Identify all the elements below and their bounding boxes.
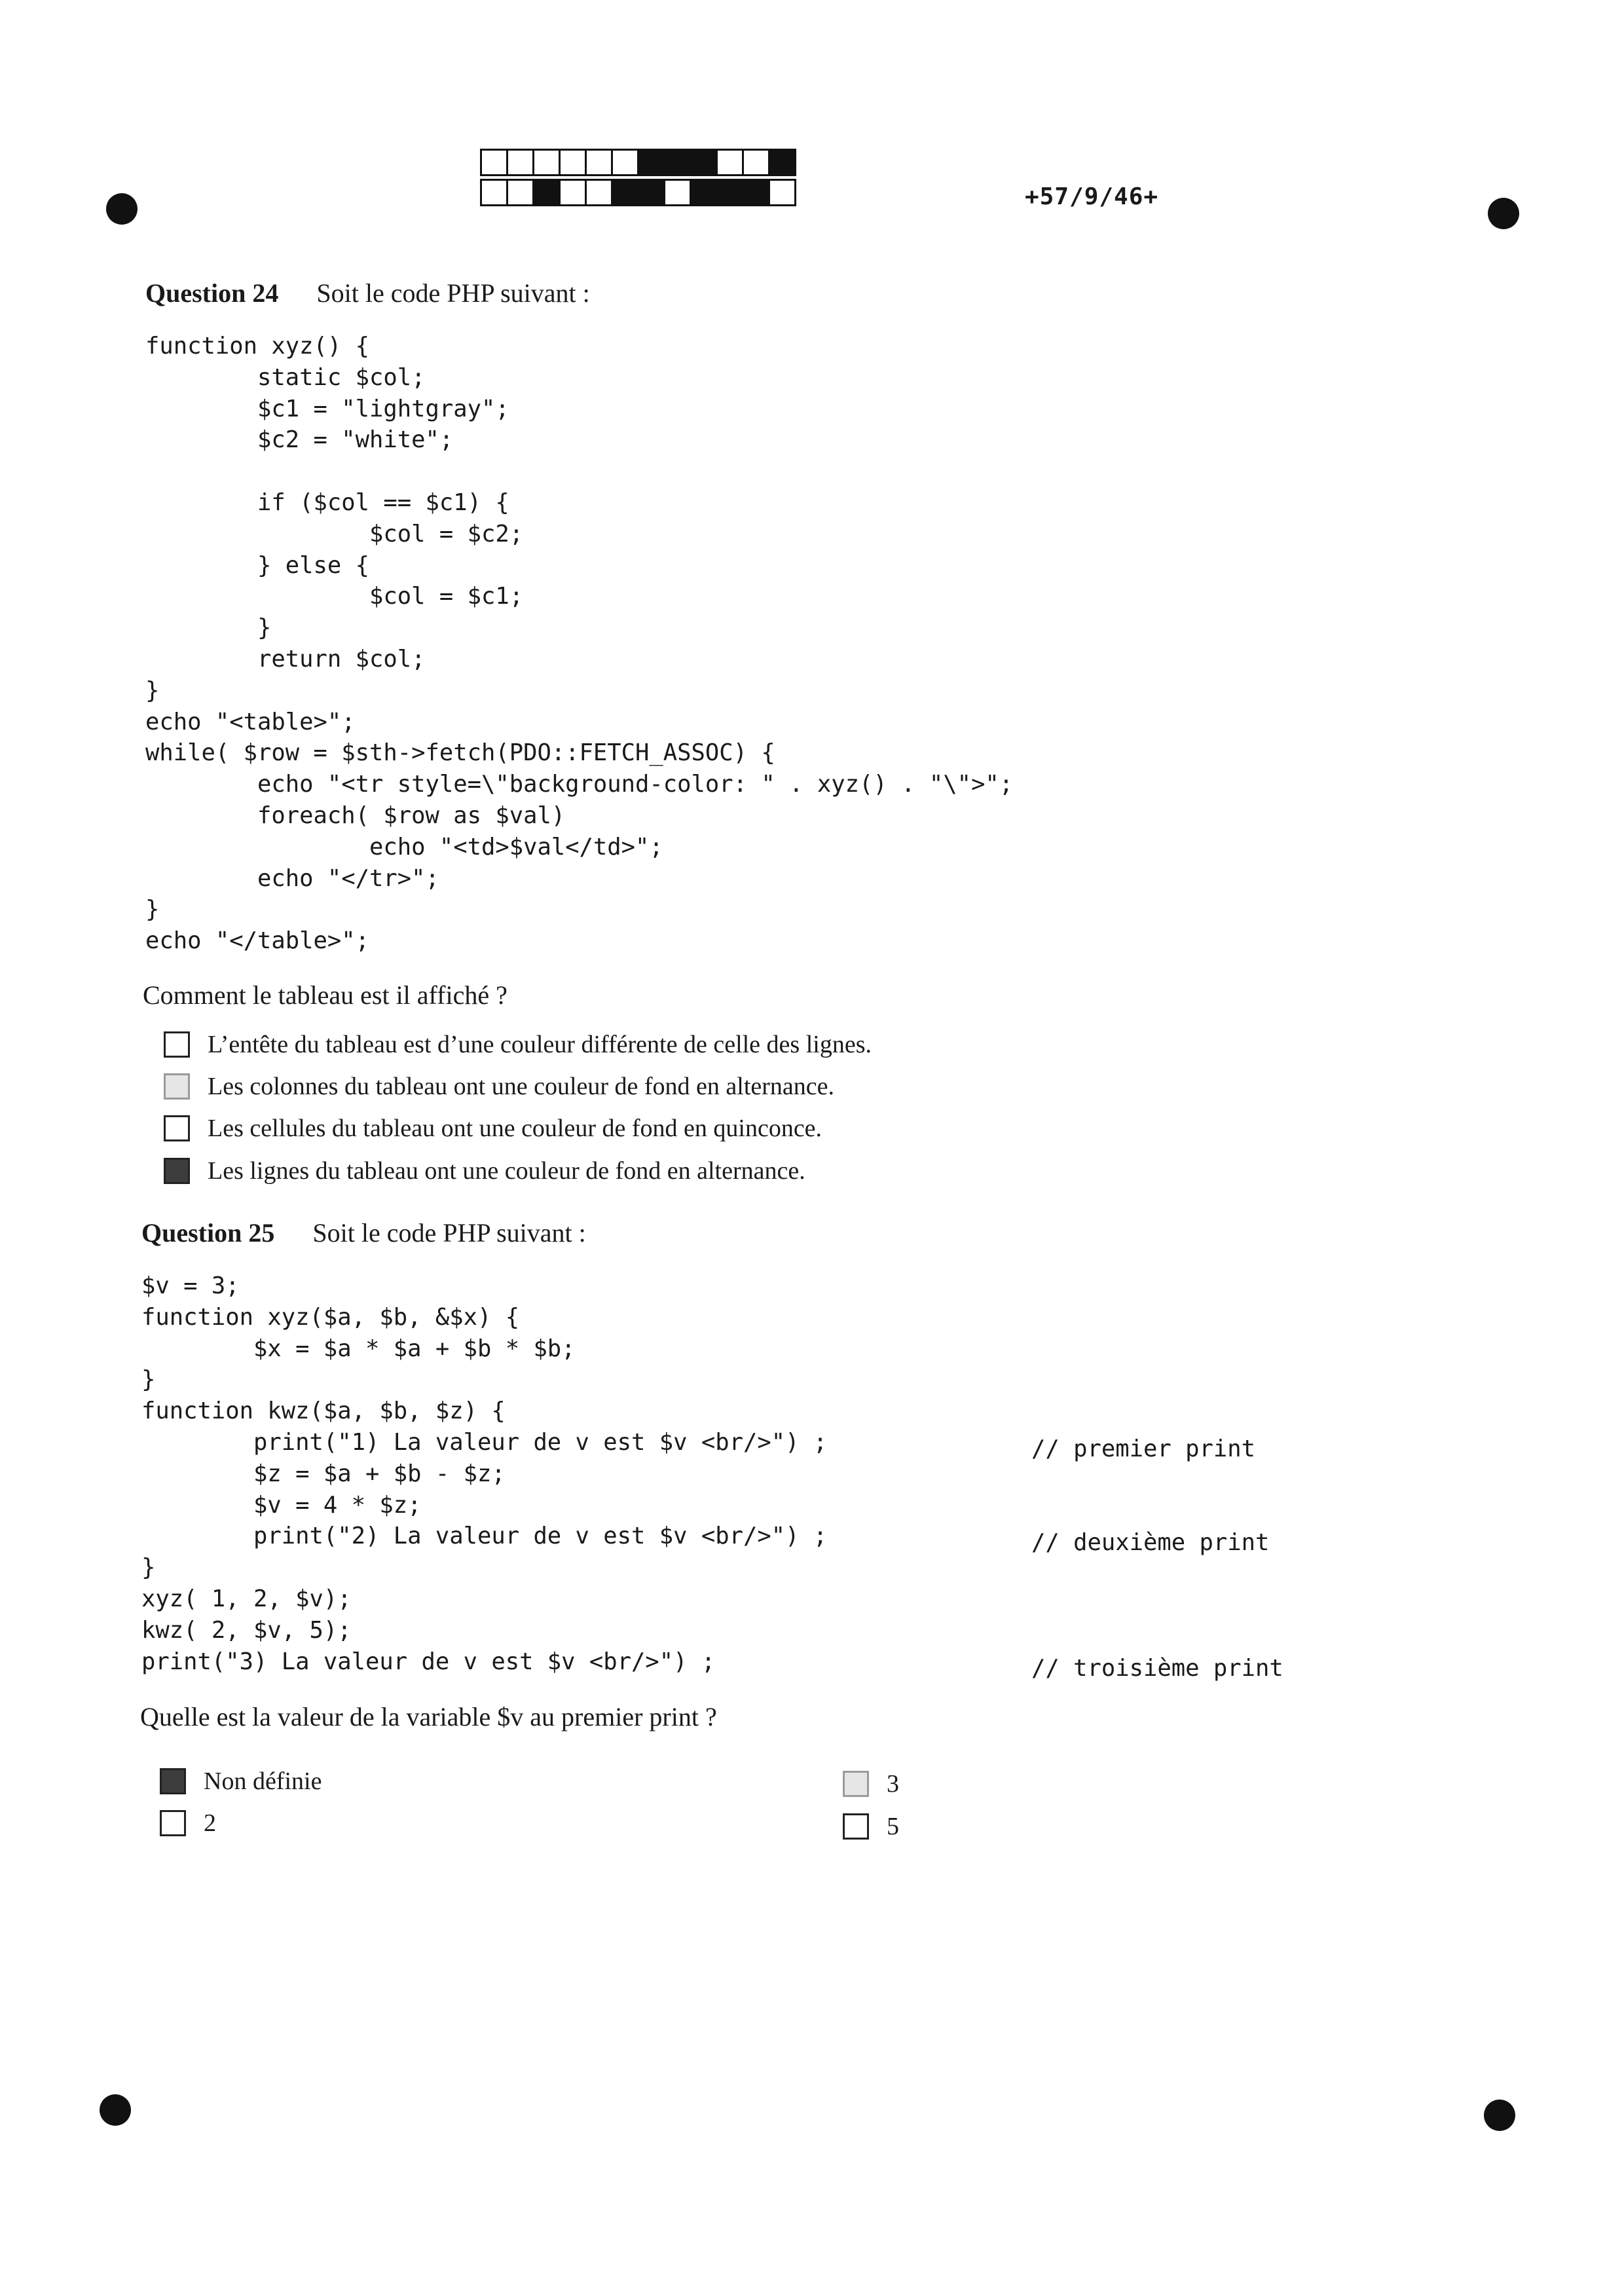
option-label: L’entête du tableau est d’une couleur différente de celle des lignes. bbox=[208, 1031, 872, 1058]
barcode-cell bbox=[716, 149, 744, 176]
question-25-option-2[interactable] bbox=[160, 1809, 216, 1838]
question-25-code: $v = 3; function xyz($a, $b, &$x) { $x = $a * $a + $b * $b; } function kwz($a, $b, $z) { print("1) La valeur de v est $v <br/>") ; $z = $a + $b - $z; $v = 4 * $z; print("2) La valeur de v est $v <br/>") ; } xyz( 1, 2, $v); kwz( 2, $v, 5); print("3) La valeur de v est $v <br/>") ; bbox=[141, 1272, 828, 1675]
question-24-option-4[interactable] bbox=[164, 1157, 805, 1185]
question-25-label: Question 25 bbox=[141, 1218, 275, 1248]
question-25-option-1[interactable] bbox=[160, 1767, 322, 1796]
question-25-intro: Soit le code PHP suivant : bbox=[312, 1218, 586, 1248]
comment-deuxieme-print: // deuxième print bbox=[1031, 1529, 1270, 1556]
barcode-cell bbox=[768, 149, 796, 176]
registration-mark-top-right bbox=[1488, 198, 1519, 229]
question-24-option-3[interactable] bbox=[164, 1114, 822, 1143]
checkbox[interactable] bbox=[164, 1073, 190, 1100]
comment-premier-print: // premier print bbox=[1031, 1435, 1255, 1462]
checkbox[interactable] bbox=[843, 1771, 869, 1797]
registration-mark-top-left bbox=[106, 193, 138, 225]
barcode-cell bbox=[663, 149, 692, 176]
barcode-bottom bbox=[480, 179, 794, 205]
option-label: Les cellules du tableau ont une couleur de fond en quinconce. bbox=[208, 1115, 822, 1142]
barcode-cell bbox=[480, 179, 508, 206]
question-24-intro: Soit le code PHP suivant : bbox=[316, 278, 590, 308]
checkbox[interactable] bbox=[164, 1115, 190, 1141]
barcode-cell bbox=[506, 149, 534, 176]
option-label: 2 bbox=[204, 1809, 216, 1837]
registration-mark-bottom-right bbox=[1484, 2100, 1515, 2131]
option-label: 3 bbox=[887, 1770, 899, 1798]
barcode-cell bbox=[559, 179, 587, 206]
question-24-option-2[interactable] bbox=[164, 1072, 834, 1101]
option-label: Non définie bbox=[204, 1768, 322, 1795]
question-25-title bbox=[141, 1217, 586, 1248]
question-24-option-1[interactable] bbox=[164, 1030, 872, 1059]
question-24-label: Question 24 bbox=[145, 278, 279, 308]
barcode-cell bbox=[532, 149, 561, 176]
barcode-cell bbox=[768, 179, 796, 206]
barcode-cell bbox=[690, 149, 718, 176]
barcode-cell bbox=[637, 179, 665, 206]
registration-mark-bottom-left bbox=[100, 2094, 131, 2126]
barcode-cell bbox=[585, 149, 613, 176]
barcode-cell bbox=[637, 149, 665, 176]
checkbox[interactable] bbox=[160, 1810, 186, 1836]
comment-troisieme-print: // troisième print bbox=[1031, 1655, 1283, 1682]
question-25-prompt: Quelle est la valeur de la variable $v au premier print ? bbox=[140, 1702, 717, 1731]
checkbox[interactable] bbox=[843, 1813, 869, 1840]
checkbox[interactable] bbox=[160, 1768, 186, 1794]
option-label: 5 bbox=[887, 1813, 899, 1840]
barcode-cell bbox=[716, 179, 744, 206]
barcode-cell bbox=[663, 179, 692, 206]
barcode-cell bbox=[559, 149, 587, 176]
question-25-option-4[interactable] bbox=[843, 1812, 899, 1841]
barcode-cell bbox=[611, 179, 639, 206]
option-label: Les lignes du tableau ont une couleur de fond en alternance. bbox=[208, 1157, 805, 1185]
page-id: +57/9/46+ bbox=[1025, 183, 1159, 210]
barcode-cell bbox=[690, 179, 718, 206]
barcode-cell bbox=[480, 149, 508, 176]
barcode-cell bbox=[506, 179, 534, 206]
question-25-option-3[interactable] bbox=[843, 1769, 899, 1798]
question-24-title bbox=[145, 278, 590, 308]
question-24-prompt: Comment le tableau est il affiché ? bbox=[143, 980, 507, 1010]
barcode-top bbox=[480, 149, 794, 175]
barcode-cell bbox=[532, 179, 561, 206]
barcode-cell bbox=[742, 179, 770, 206]
barcode-cell bbox=[742, 149, 770, 176]
option-label: Les colonnes du tableau ont une couleur de fond en alternance. bbox=[208, 1073, 835, 1100]
question-24-code: function xyz() { static $col; $c1 = "lightgray"; $c2 = "white"; if ($col == $c1) { $col = $c2; } else { $col = $c1; } return $col; } echo "<table>"; while( $row = $sth->fetch(PDO::FETCH_ASSOC) { echo "<tr style=\"background-color: " . xyz() . "\">"; foreach( $row as $val) echo "<td>$val</td>"; echo "</tr>"; } echo "</table>"; bbox=[145, 333, 1014, 955]
barcode-cell bbox=[585, 179, 613, 206]
checkbox[interactable] bbox=[164, 1031, 190, 1058]
barcode-cell bbox=[611, 149, 639, 176]
checkbox[interactable] bbox=[164, 1158, 190, 1184]
